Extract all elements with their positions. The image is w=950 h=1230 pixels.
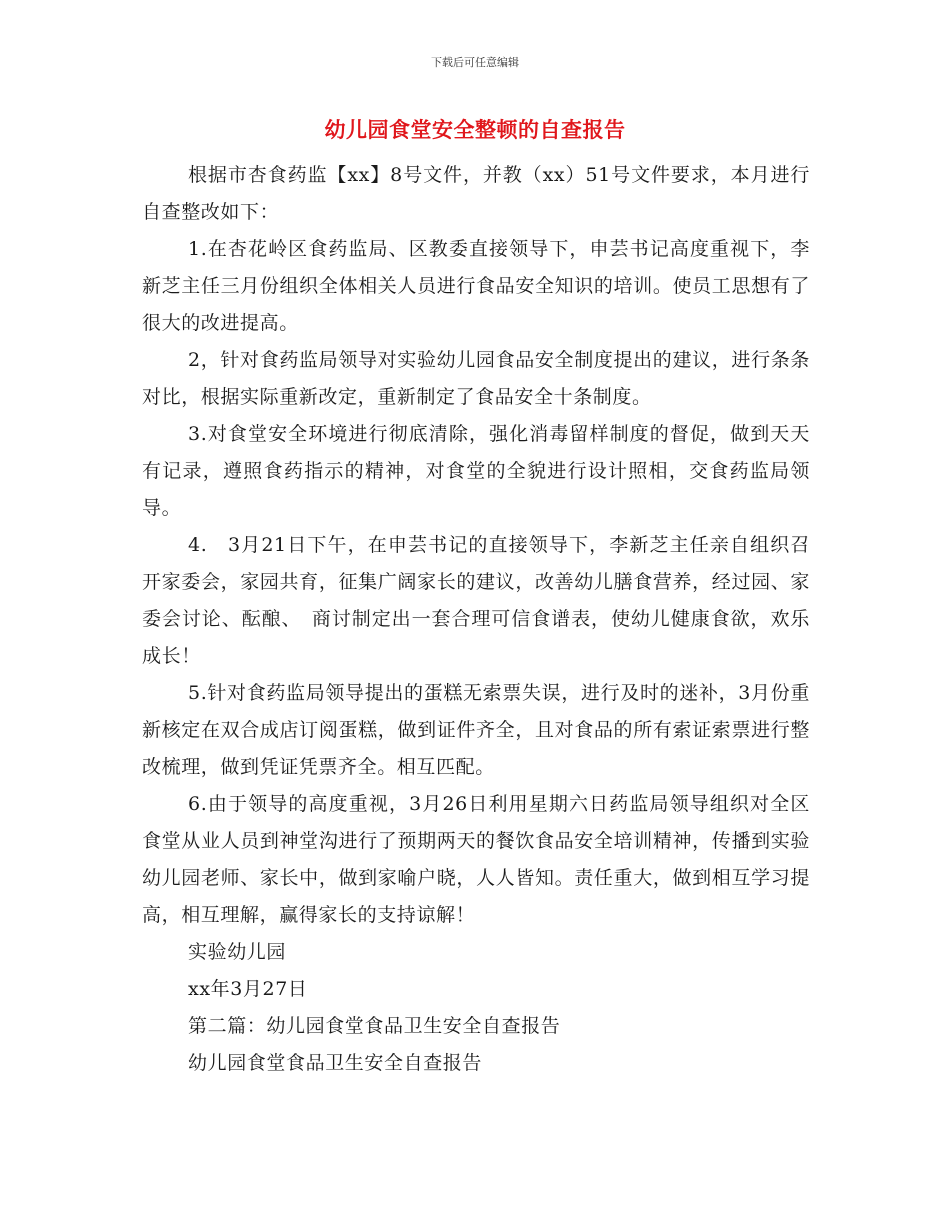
paragraph-item-4: 4. 3月21日下午，在申芸书记的直接领导下，李新芝主任亲自组织召开家委会，家园共育，征集广阔家长的建议，改善幼儿膳食营养，经过园、家委会讨论、酝酿、 商讨制定出一套合理可信食谱表，使幼儿健康食欲，欢乐成长！ (142, 534, 810, 667)
paragraph-item-3: 3.对食堂安全环境进行彻底清除，强化消毒留样制度的督促，做到天天有记录，遵照食药指示的精神，对食堂的全貌进行设计照相，交食药监局领导。 (142, 423, 810, 519)
paragraph-item-1: 1.在杏花岭区食药监局、区教委直接领导下，申芸书记高度重视下，李新芝主任三月份组织全体相关人员进行食品安全知识的培训。使员工思想有了很大的改进提高。 (142, 238, 810, 334)
next-section-title: 幼儿园食堂食品卫生安全自查报告 (188, 1052, 483, 1074)
paragraph-item-5: 5.针对食药监局领导提出的蛋糕无索票失误，进行及时的迷补，3月份重新核定在双合成店订阅蛋糕，做到证件齐全，且对食品的所有索证索票进行整改梳理，做到凭证凭票齐全。相互匹配。 (142, 682, 810, 778)
document-title: 幼儿园食堂安全整顿的自查报告 (324, 117, 626, 142)
intro-paragraph: 根据市杏食药监【xx】8号文件，并教（xx）51号文件要求，本月进行自查整改如下： (142, 164, 810, 223)
document-body (142, 157, 810, 1082)
paragraph-item-2: 2，针对食药监局领导对实验幼儿园食品安全制度提出的建议，进行条条对比，根据实际重新改定，重新制定了食品安全十条制度。 (142, 349, 810, 408)
report-date: xx年3月27日 (188, 978, 308, 1000)
header-note: 下载后可任意编辑 (431, 56, 519, 69)
next-section-heading: 第二篇：幼儿园食堂食品卫生安全自查报告 (188, 1015, 561, 1037)
paragraph-item-6: 6.由于领导的高度重视，3月26日利用星期六日药监局领导组织对全区食堂从业人员到神堂沟进行了预期两天的餐饮食品安全培训精神，传播到实验幼儿园老师、家长中，做到家喻户晓，人人皆知。责任重大，做到相互学习提高，相互理解，赢得家长的支持谅解！ (142, 793, 810, 926)
signature: 实验幼儿园 (188, 941, 287, 963)
